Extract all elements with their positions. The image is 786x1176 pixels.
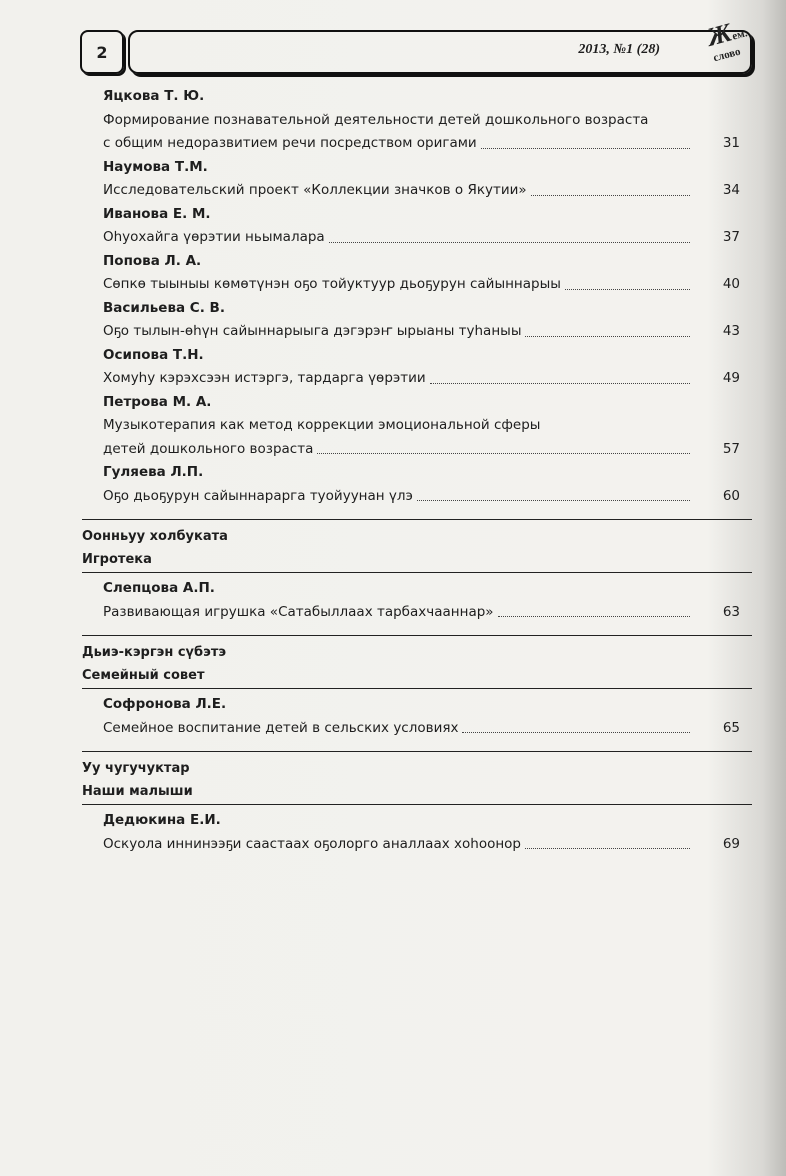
dot-leader [531, 179, 690, 196]
entry-title-line: Сөпкө тыыныы көмөтүнэн оҕо тойуктуур дьоҕурун сайыннарыы [103, 276, 561, 292]
entry-page-number: 34 [722, 182, 740, 198]
toc-entry [103, 809, 740, 856]
toc-entry [103, 156, 740, 203]
entry-page-number: 57 [722, 440, 740, 457]
entry-title-row [103, 438, 740, 462]
entry-title-row [103, 132, 740, 156]
table-of-contents [0, 85, 786, 856]
section-divider [82, 804, 752, 805]
entry-title: Развивающая игрушка «Сатабыллаах тарбахчааннар» [103, 603, 494, 620]
entry-author: Слепцова А.П. [103, 580, 215, 596]
dot-leader [317, 438, 690, 455]
header-bar [128, 17, 752, 74]
entry-title-line: с общим недоразвитием речи посредством оригами [103, 135, 477, 151]
toc-entry [103, 344, 740, 391]
section-divider [82, 519, 752, 520]
section-entry [0, 577, 786, 624]
section-title-sakha: Оонньуу холбуката [82, 529, 228, 544]
entry-title-line: детей дошкольного возраста [103, 440, 314, 457]
entry-page-number: 49 [722, 370, 740, 386]
entry-title: Оскуола иннинээҕи саастаах оҕолорго аналлаах хоһоонор [103, 835, 521, 852]
dot-leader [329, 226, 690, 243]
entry-title-line: Музыкотерапия как метод коррекции эмоциональной сферы [103, 417, 541, 433]
entry-title: Семейное воспитание детей в сельских условиях [103, 719, 459, 736]
entry-page-number: 37 [722, 229, 740, 245]
entry-author: Осипова Т.Н. [103, 346, 204, 363]
entry-title-row [103, 179, 740, 203]
section-entry [0, 693, 786, 740]
section-entry [0, 809, 786, 856]
toc-entry [103, 577, 740, 624]
dot-leader [462, 717, 690, 734]
entry-author: Гуляева Л.П. [103, 464, 204, 480]
section-title-russian: Игротека [82, 552, 152, 567]
section-title-russian: Семейный совет [82, 668, 205, 683]
section-divider [82, 751, 752, 752]
toc-entry [103, 461, 740, 508]
dot-leader [525, 833, 690, 850]
page-number-text: 2 [96, 42, 108, 62]
dot-leader [565, 273, 690, 290]
section-divider [82, 572, 752, 573]
entry-author: Петрова М. А. [103, 393, 212, 410]
entry-page-number: 60 [722, 487, 740, 504]
entry-title-line: Оҕо тылын-өһүн сайыннарыыга дэгэрэҥ ырыаны туһаныы [103, 323, 522, 339]
entry-author: Иванова Е. М. [103, 205, 211, 222]
entry-title-line: Оһуохайга үөрэтии ньымалара [103, 229, 325, 245]
entry-title-row [103, 833, 740, 857]
toc-entry [103, 203, 740, 250]
section-title-sakha: Уу чугучуктар [82, 761, 190, 776]
entry-title-row [103, 320, 740, 344]
entry-page-number: 31 [722, 135, 740, 151]
entry-title-line: Формирование познавательной деятельности детей дошкольного возраста [103, 111, 649, 128]
dot-leader [525, 320, 690, 337]
entry-page-number: 40 [722, 276, 740, 292]
toc-entry [103, 85, 740, 156]
toc-entry [103, 250, 740, 297]
section-divider [82, 688, 752, 689]
dot-leader [498, 601, 690, 618]
entry-page-number: 43 [722, 323, 740, 339]
dot-leader [481, 132, 690, 149]
entry-title-row [103, 717, 740, 741]
entry-title-line: Хомуһу кэрэхсээн истэргэ, тардарга үөрэтии [103, 370, 426, 386]
section-divider [82, 635, 752, 636]
journal-logo: Жем. слово [704, 17, 749, 65]
toc-entry [103, 693, 740, 740]
dot-leader [417, 485, 690, 502]
entry-author: Софронова Л.Е. [103, 696, 227, 712]
entry-title-row [103, 226, 740, 250]
section-title-russian: Наши малыши [82, 784, 193, 799]
toc-entry [103, 391, 740, 462]
entry-author: Васильева С. В. [103, 299, 225, 316]
entry-title-row [103, 273, 740, 297]
entry-author: Наумова Т.М. [103, 158, 208, 175]
issue-label: 2013, №1 (28) [578, 42, 660, 57]
toc-entry [103, 297, 740, 344]
entry-author: Яцкова Т. Ю. [103, 88, 205, 104]
entry-page-number: 65 [722, 719, 740, 736]
entry-page-number: 69 [722, 835, 740, 852]
entry-title-row [103, 367, 740, 391]
page-number [80, 30, 124, 74]
entry-author: Дедюкина Е.И. [103, 812, 221, 828]
entry-author: Попова Л. А. [103, 252, 202, 269]
entry-title-line: Оҕо дьоҕурун сайыннарарга туойуунан үлэ [103, 487, 413, 504]
dot-leader [430, 367, 690, 384]
entry-page-number: 63 [722, 603, 740, 620]
entry-title-line: Исследовательский проект «Коллекции значков о Якутии» [103, 182, 527, 198]
entry-title-row [103, 485, 740, 509]
section-title-sakha: Дьиэ-кэргэн сүбэтэ [82, 645, 227, 660]
entry-title-row [103, 601, 740, 625]
